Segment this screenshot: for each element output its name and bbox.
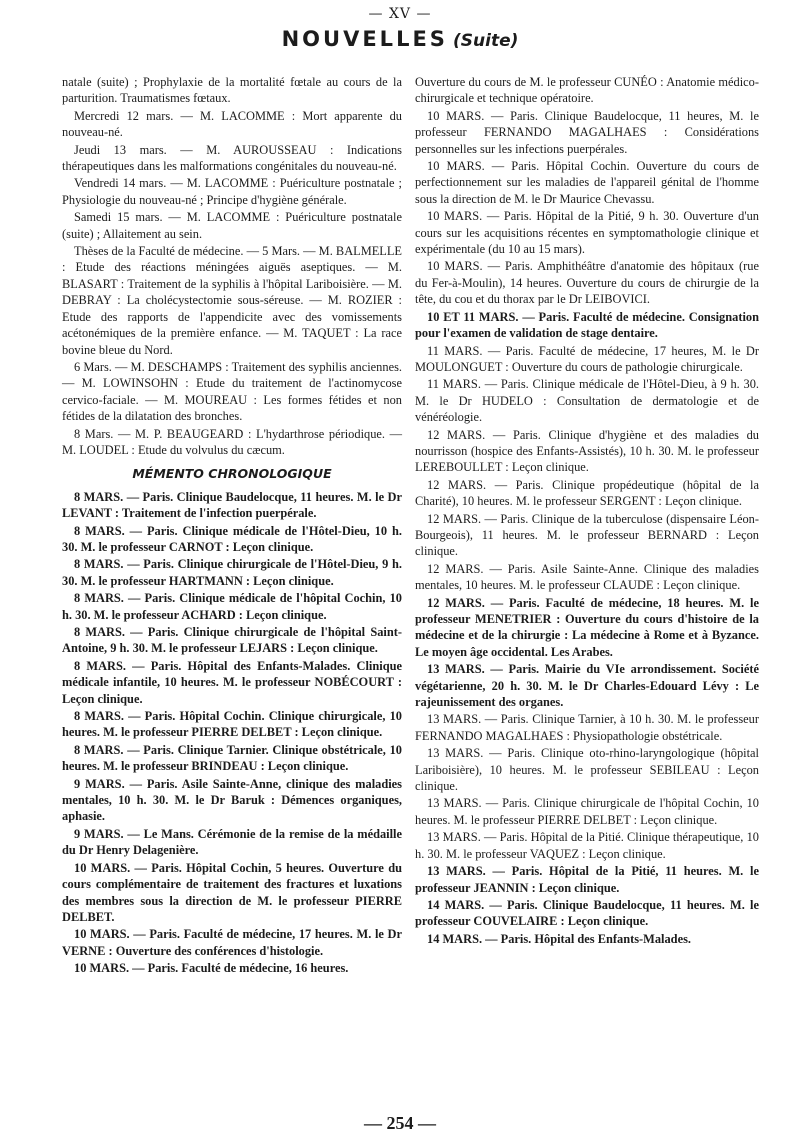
text-paragraph: 13 MARS. — Paris. Mairie du VIe arrondissement. Société végétarienne, 20 h. 30. M. le Dr Charles-Edouard Lévy : Le rajeunissement des organes. <box>415 662 759 710</box>
text-paragraph: 8 Mars. — M. P. BEAUGEARD : L'hydarthrose périodique. — M. LOUDEL : Etude du volvulus du cæcum. <box>62 426 402 457</box>
text-paragraph: 10 MARS. — Paris. Faculté de médecine, 17 heures. M. le Dr VERNE : Ouverture des conférences d'histologie. <box>62 927 402 958</box>
text-paragraph: 11 MARS. — Paris. Clinique médicale de l'Hôtel-Dieu, à 9 h. 30. M. le Dr HUDELO : Consultation de dermatologie et de vénéréologie. <box>415 377 759 425</box>
page-number: — 254 — <box>364 1113 436 1133</box>
text-paragraph: 10 MARS. — Paris. Faculté de médecine, 16 heures. <box>74 961 349 976</box>
text-paragraph: 13 MARS. — Paris. Hôpital de la Pitié, 11 heures. M. le professeur JEANNIN : Leçon clinique. <box>415 864 759 895</box>
text-paragraph: 9 MARS. — Paris. Asile Sainte-Anne, clinique des maladies mentales, 10 h. 30. M. le Dr Baruk : Démences organiques, aphasie. <box>62 776 402 824</box>
text-paragraph: Samedi 15 mars. — M. LACOMME : Puériculture postnatale (suite) ; Allaitement au sein. <box>62 210 402 241</box>
text-paragraph: 12 MARS. — Paris. Clinique propédeutique (hôpital de la Charité), 10 heures. M. le professeur SERGENT : Leçon clinique. <box>415 477 759 509</box>
roman-page-number: — XV — <box>368 6 432 22</box>
text-paragraph: 8 MARS. — Paris. Clinique Tarnier. Clinique obstétricale, 10 heures. M. le professeur BRINDEAU : Leçon clinique. <box>62 742 402 774</box>
text-paragraph: 11 MARS. — Paris. Faculté de médecine, 17 heures, M. le Dr MOULONGUET : Ouverture du cours de pathologie chirurgicale. <box>415 343 759 374</box>
text-paragraph: natale (suite) ; Prophylaxie de la mortalité fœtale au cours de la parturition. Traumatismes fœtaux. <box>62 75 402 106</box>
text-paragraph: 10 MARS. — Paris. Hôpital Cochin. Ouverture du cours de perfectionnement sur les maladies de l'appareil génital de l'homme sous la direction de M. le Dr Maurice Chevassu. <box>415 159 759 206</box>
text-paragraph: 13 MARS. — Paris. Clinique chirurgicale de l'hôpital Cochin, 10 heures. M. le professeur PIERRE DELBET : Leçon clinique. <box>415 796 759 827</box>
text-paragraph: 8 MARS. — Paris. Clinique chirurgicale de l'Hôtel-Dieu, 9 h. 30. M. le professeur HARTMANN : Leçon clinique. <box>62 557 402 588</box>
text-paragraph: Vendredi 14 mars. — M. LACOMME : Puériculture postnatale ; Physiologie du nouveau-né ; Principe d'hygiène générale. <box>62 176 402 207</box>
text-paragraph: 10 ET 11 MARS. — Paris. Faculté de médecine. Consignation pour l'examen de validation de stage dentaire. <box>415 309 759 341</box>
text-paragraph: 8 MARS. — Paris. Clinique chirurgicale de l'hôpital Saint-Antoine, 9 h. 30. M. le professeur LEJARS : Leçon clinique. <box>62 625 402 656</box>
text-paragraph: 9 MARS. — Le Mans. Cérémonie de la remise de la médaille du Dr Henry Delagenière. <box>62 826 402 858</box>
text-paragraph: 12 MARS. — Paris. Clinique de la tuberculose (dispensaire Léon-Bourgeois), 11 heures. M. le professeur BERNARD : Leçon clinique. <box>415 511 759 559</box>
text-paragraph: 13 MARS. — Paris. Clinique oto-rhino-laryngologique (hôpital Lariboisière), 10 heures. M. le professeur SEBILEAU : Leçon clinique. <box>415 746 759 794</box>
text-paragraph: 8 MARS. — Paris. Clinique médicale de l'Hôtel-Dieu, 10 h. 30. M. le professeur CARNOT : Leçon clinique. <box>62 523 402 554</box>
text-paragraph: Ouverture du cours de M. le professeur CUNÉO : Anatomie médico-chirurgicale et technique opératoire. <box>415 75 759 106</box>
text-paragraph: 14 MARS. — Paris. Hôpital des Enfants-Malades. <box>427 931 691 946</box>
page-title <box>0 27 800 51</box>
text-paragraph: 10 MARS. — Paris. Hôpital Cochin, 5 heures. Ouverture du cours complémentaire de traitement des fractures et luxations des membres sous la direction de M. le professeur PIERRE DELBET. <box>62 860 402 924</box>
text-paragraph: 8 MARS. — Paris. Hôpital Cochin. Clinique chirurgicale, 10 heures. M. le professeur PIERRE DELBET : Leçon clinique. <box>62 709 402 740</box>
text-paragraph: 10 MARS. — Paris. Clinique Baudelocque, 11 heures, M. le professeur FERNANDO MAGALHAES : Considérations personnelles sur les infections puerpérales. <box>415 108 759 156</box>
text-paragraph: 10 MARS. — Paris. Hôpital de la Pitié, 9 h. 30. Ouverture d'un cours sur les acquisitions récentes en symptomathologie clinique et expérimentale (du 10 au 15 mars). <box>415 209 759 257</box>
text-paragraph: 13 MARS. — Paris. Clinique Tarnier, à 10 h. 30. M. le professeur FERNANDO MAGALHAES : Physiopathologie obstétricale. <box>415 712 759 743</box>
text-paragraph: 6 Mars. — M. DESCHAMPS : Traitement des syphilis anciennes. — M. LOWINSOHN : Etude du traitement de l'actinomycose cervico-faciale. — M. MOUREAU : Les formes fétides et non fétides de la dilatation des bronches. <box>62 359 402 424</box>
text-paragraph: 12 MARS. — Paris. Asile Sainte-Anne. Clinique des maladies mentales, 10 heures. M. le professeur CLAUDE : Leçon clinique. <box>415 561 759 593</box>
text-paragraph: Thèses de la Faculté de médecine. — 5 Mars. — M. BALMELLE : Etude des réactions méningées aiguës aseptiques. — M. BLASART : Traitement de la syphilis à l'hôpital Lariboisière. — M. DEBRAY : La cholécystectomie sous-séreuse. — M. ROZIER : Etude des rapports de l'appendicite avec des vomissements acétonémiques de la première enfance. — M. TAQUET : La race bovine bleue du Nord. <box>62 244 402 357</box>
right-column <box>415 74 759 948</box>
section-heading: MÉMENTO CHRONOLOGIQUE <box>132 466 332 482</box>
text-paragraph: 10 MARS. — Paris. Amphithéâtre d'anatomie des hôpitaux (rue du Fer-à-Moulin), 14 heures. Ouverture du cours de chirurgie de la tête, du cou et du thorax par le Dr LEIBOVICI. <box>415 259 759 307</box>
title-text: NOUVELLES <box>281 27 448 51</box>
text-paragraph: 13 MARS. — Paris. Hôpital de la Pitié. Clinique thérapeutique, 10 h. 30. M. le professeur VAQUEZ : Leçon clinique. <box>415 830 759 861</box>
text-paragraph: Jeudi 13 mars. — M. AUROUSSEAU : Indications thérapeutiques dans les malformations congénitales du nouveau-né. <box>62 142 402 174</box>
text-paragraph: 8 MARS. — Paris. Clinique Baudelocque, 11 heures. M. le Dr LEVANT : Traitement de l'infection puerpérale. <box>62 489 402 521</box>
text-paragraph: 8 MARS. — Paris. Hôpital des Enfants-Malades. Clinique médicale infantile, 10 heures. M. le professeur NOBÉCOURT : Leçon clinique. <box>62 658 402 706</box>
text-paragraph: 12 MARS. — Paris. Faculté de médecine, 18 heures. M. le professeur MENETRIER : Ouverture du cours d'histoire de la médecine et de la chirurgie : La médecine à Rome et à Byzance. Le moyen âge occidental. Les Arabes. <box>415 595 759 659</box>
text-paragraph: 14 MARS. — Paris. Clinique Baudelocque, 11 heures. M. le professeur COUVELAIRE : Leçon clinique. <box>415 897 759 929</box>
text-paragraph: 12 MARS. — Paris. Clinique d'hygiène et des maladies du nourrisson (hospice des Enfants-Assistés), 10 h. 30. M. le professeur LEREBOULLET : Leçon clinique. <box>415 427 759 475</box>
title-suite: (Suite) <box>453 31 519 51</box>
text-paragraph: Mercredi 12 mars. — M. LACOMME : Mort apparente du nouveau-né. <box>62 108 402 140</box>
text-paragraph: 8 MARS. — Paris. Clinique médicale de l'hôpital Cochin, 10 h. 30. M. le professeur ACHARD : Leçon clinique. <box>62 591 402 622</box>
left-column <box>62 74 402 978</box>
